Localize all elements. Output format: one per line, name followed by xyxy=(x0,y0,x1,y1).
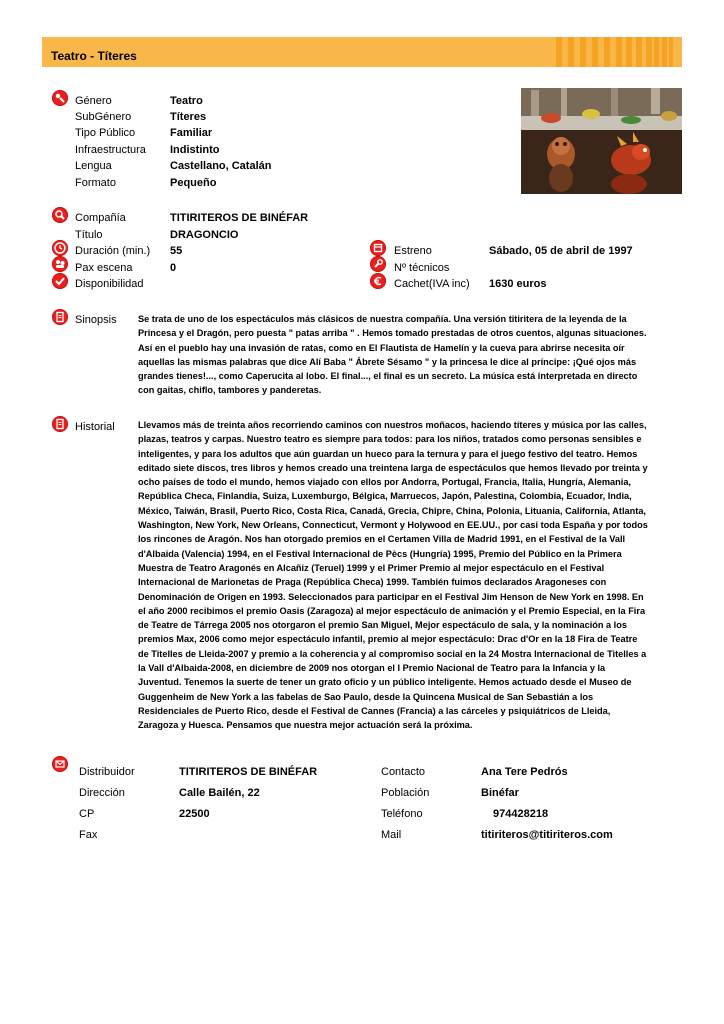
people-icon xyxy=(52,256,68,272)
historial-line: República Checa, Finlandia, Suiza, Luxemburgo, Bélgica, Marruecos, Japón, Palestina, Colombia, Ecuador, India, xyxy=(138,491,632,502)
infraestructura-value: Indistinto xyxy=(170,144,220,156)
tecnicos-label: Nº técnicos xyxy=(394,262,450,274)
document-icon xyxy=(52,416,68,432)
formato-value: Pequeño xyxy=(170,177,217,189)
sinopsis-line: Así en el pueblo hay una invasión de ratas, como en El Flautista de Hamelín y la cueva para abrirse necesita oír xyxy=(138,342,625,353)
tipo-publico-label: Tipo Público xyxy=(75,127,136,139)
sinopsis-line: con gaitas, chiflo, tambores y panderetas. xyxy=(138,385,322,396)
estreno-value: Sábado, 05 de abril de 1997 xyxy=(489,245,633,257)
show-photo xyxy=(521,88,682,194)
genero-label: Género xyxy=(75,95,112,107)
formato-label: Formato xyxy=(75,177,116,189)
historial-label: Historial xyxy=(75,421,115,433)
calendar-icon xyxy=(370,240,386,256)
telefono-label: Teléfono xyxy=(381,808,423,820)
genero-value: Teatro xyxy=(170,95,203,107)
header-stripes xyxy=(556,37,676,67)
subgenero-label: SubGénero xyxy=(75,111,132,123)
poblacion-value: Binéfar xyxy=(481,787,519,799)
envelope-icon xyxy=(52,756,68,772)
distribuidor-label: Distribuidor xyxy=(79,766,135,778)
contacto-label: Contacto xyxy=(381,766,426,778)
lengua-label: Lengua xyxy=(75,160,112,172)
cp-label: CP xyxy=(79,808,95,820)
info-icon xyxy=(52,90,68,106)
historial-text xyxy=(138,418,683,733)
cachet-value: 1630 euros xyxy=(489,278,547,290)
distribuidor-value: TITIRITEROS DE BINÉFAR xyxy=(179,766,318,778)
historial-line: el año 2000 recibimos el premio Oasis (Zaragoza) al mejor espectáculo de animación y el Premio Especial, en la Fira xyxy=(138,605,646,616)
historial-line: Residenciales de Puerto Rico, desde el Festival de Cannes (Francia) a las cárceles y psiquiátricos de Lleida, xyxy=(138,705,611,716)
duracion-value: 55 xyxy=(170,245,183,257)
telefono-value: 974428218 xyxy=(493,808,549,820)
disponibilidad-label: Disponibilidad xyxy=(75,278,144,290)
sinopsis-label: Sinopsis xyxy=(75,314,117,326)
section-header xyxy=(42,37,682,67)
fax-label: Fax xyxy=(79,829,98,841)
mail-label: Mail xyxy=(381,829,402,841)
compania-label: Compañía xyxy=(75,212,126,224)
historial-line: de Titelles de Lleida-2007 y premio a la coherencia y al compromiso social en la 24 Mostra Internacional de Titelles a xyxy=(138,648,647,659)
infraestructura-label: Infraestructura xyxy=(75,144,146,156)
direccion-label: Dirección xyxy=(79,787,125,799)
historial-line: Washington, New York, New Orleans, Connecticut, Vermont y Holywood en EE.UU., por casi toda España y por todos xyxy=(138,520,648,531)
titulo-value: DRAGONCIO xyxy=(170,229,239,241)
pax-label: Pax escena xyxy=(75,262,133,274)
cp-value: 22500 xyxy=(179,808,210,820)
historial-line: plazas, teatros y carpas. Nuestro teatro es siempre para todos: para los niños, tratados como personas sensibles e xyxy=(138,434,642,445)
wrench-icon xyxy=(370,256,386,272)
poblacion-label: Población xyxy=(381,787,430,799)
compania-value: TITIRITEROS DE BINÉFAR xyxy=(170,212,309,224)
direccion-value: Calle Bailén, 22 xyxy=(179,787,260,799)
company-icon xyxy=(52,207,68,223)
historial-line: inteligentes, y para los adultos que aún guardan un hueco para la ternura y para el juego festivo del teatro. Hemos xyxy=(138,448,638,459)
historial-line: México, Taiwán, Brasil, Puerto Rico, Costa Rica, Canadá, Grecia, Chipre, China, Polonia, Lituania, California, Atlanta, xyxy=(138,505,646,516)
historial-line: Internacional de Marionetas de Praga (República Checa) 1999. También fuimos declarados Aragoneses con xyxy=(138,577,607,588)
historial-line: Denominación de Origen en 1993. Seleccionados para participar en el Festival Jim Henson de New York en 1998. En xyxy=(138,591,644,602)
sinopsis-line: Princesa y el Dragón, pero puesta " patas arriba " . Hemos tomado prestadas de otros cuentos, algunas situaciones. xyxy=(138,328,647,339)
sinopsis-line: Se trata de uno de los espectáculos más clásicos de nuestra compañía. Una versión titiritera de la leyenda de la xyxy=(138,314,627,324)
euro-icon xyxy=(370,273,386,289)
estreno-label: Estreno xyxy=(394,245,432,257)
page-title: Teatro - Títeres xyxy=(51,49,137,63)
historial-line: Juventud. Tenemos la suerte de tener un grato oficio y un público inteligente. Hemos actuado desde el Museo de xyxy=(138,677,632,688)
historial-line: Llevamos más de treinta años recorriendo caminos con nuestros moñacos, haciendo títeres y música por las calles, xyxy=(138,420,647,430)
historial-line: Guggenheim de New York a las fabelas de Sao Paulo, desde la Quincena Musical de San Sebastián a los xyxy=(138,691,594,702)
mail-link[interactable]: titiriteros@titiriteros.com xyxy=(481,829,613,841)
sinopsis-line: aquellas las mismas palabras que dice Alí Baba " Ábrete Sésamo " y la princesa le dice al príncipe: ¡Qué ojos más xyxy=(138,356,637,367)
historial-line: editado siete discos, tres libros y hemos creado una treintena larga de espectáculos que hemos llevado por treinta y xyxy=(138,462,648,473)
historial-line: la Vall d'Albaida-2008, en diciembre de 2009 nos otorgan el I Premio Nacional de Teatro para la Infancia y la xyxy=(138,663,606,674)
pax-value: 0 xyxy=(170,262,177,274)
historial-line: premios Max, 2006 como mejor espectáculo infantil, premio al mejor espectáculo: Drac d'Or en la 18 Fira de Teatre xyxy=(138,634,638,645)
titulo-label: Título xyxy=(75,229,103,241)
historial-line: Zaragoza y Huesca. Pensamos que nuestra mejor actuación será la próxima. xyxy=(138,720,473,731)
historial-line: Muestra de Teatro Aragonés en Alcañiz (Teruel) 1999 y el Primer Premio al mejor espectáculo en el Festival xyxy=(138,562,605,573)
sinopsis-text xyxy=(138,312,683,398)
subgenero-value: Títeres xyxy=(170,111,207,123)
historial-line: ocho países de todo el mundo, hemos viajado con ellos por Andorra, Portugal, Francia, Italia, Hungría, Alemania, xyxy=(138,477,631,488)
contacto-value: Ana Tere Pedrós xyxy=(481,766,568,778)
cachet-label: Cachet(IVA inc) xyxy=(394,278,470,290)
tipo-publico-value: Familiar xyxy=(170,127,213,139)
historial-line: de Teatre de Tárrega 2005 nos otorgaron el premio San Miguel, Mejor espectáculo de sala, y la nominación a los xyxy=(138,620,627,631)
document-icon xyxy=(52,309,68,325)
duracion-label: Duración (min.) xyxy=(75,245,151,257)
historial-line: d'Albaida (Valencia) 1994, en el Festival Internacional de Pècs (Hungría) 1995, Premio del Público en la Primera xyxy=(138,548,622,559)
lengua-value: Castellano, Catalán xyxy=(170,160,272,172)
check-icon xyxy=(52,273,68,289)
clock-icon xyxy=(52,240,68,256)
historial-line: los rincones de Aragón. Nos han otorgado premios en el Certamen Villa de Madrid 1991, en el Festival de la Vall xyxy=(138,534,626,545)
sinopsis-line: grandes tienes!..., como Caperucita al lobo. El final..., el final es un secreto. La música está interpretada en directo xyxy=(138,371,638,382)
